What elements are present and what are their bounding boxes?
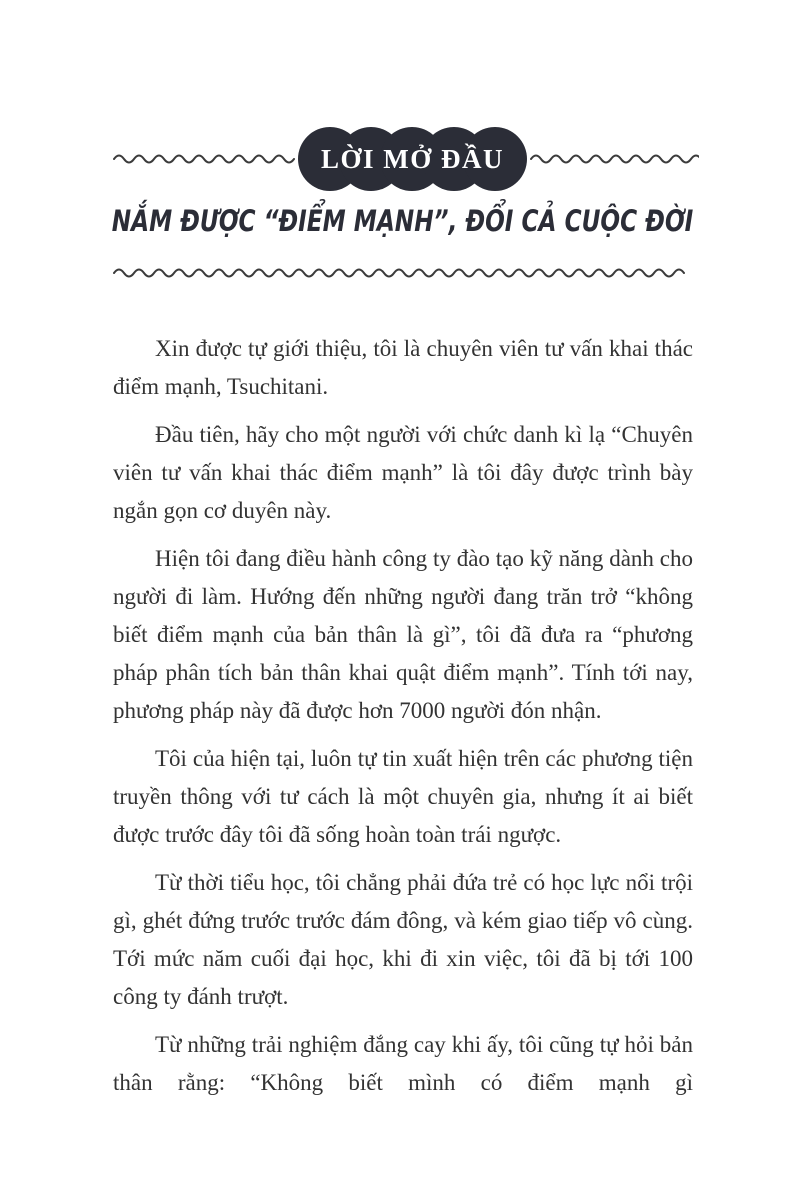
section-subtitle: NẮM ĐƯỢC “ĐIỂM MẠNH”, ĐỔI CẢ CUỘC ĐỜI bbox=[111, 204, 694, 238]
paragraph: Từ thời tiểu học, tôi chẳng phải đứa trẻ có học lực nổi trội gì, ghét đứng trước trước đám đông, và kém giao tiếp vô cùng. Tới mức năm cuối đại học, khi đi xin việc, tôi đã bị tới 100 công ty đánh trượt. bbox=[113, 870, 693, 1009]
chapter-header bbox=[112, 126, 692, 192]
wavy-divider-right-icon bbox=[529, 152, 699, 166]
page-body bbox=[113, 330, 693, 1112]
paragraph: Hiện tôi đang điều hành công ty đào tạo kỹ năng dành cho người đi làm. Hướng đến những người đang trăn trở “không biết điểm mạnh của bản thân là gì”, tôi đã đưa ra “phương pháp phân tích bản thân khai quật điểm mạnh”. Tính tới nay, phương pháp này đã được hơn 7000 người đón nhận. bbox=[113, 546, 693, 723]
chapter-badge bbox=[298, 127, 527, 191]
paragraph: Xin được tự giới thiệu, tôi là chuyên viên tư vấn khai thác điểm mạnh, Tsuchitani. bbox=[113, 336, 693, 399]
wavy-divider-full-icon bbox=[112, 266, 692, 280]
paragraph: Từ những trải nghiệm đắng cay khi ấy, tôi cũng tự hỏi bản thân rằng: “Không biết mình có điểm mạnh gì bbox=[113, 1032, 693, 1095]
paragraph: Tôi của hiện tại, luôn tự tin xuất hiện trên các phương tiện truyền thông với tư cách là một chuyên gia, nhưng ít ai biết được trước đây tôi đã sống hoàn toàn trái ngược. bbox=[113, 746, 693, 847]
chapter-title: LỜI MỞ ĐẦU bbox=[321, 143, 504, 174]
paragraph: Đầu tiên, hãy cho một người với chức danh kì lạ “Chuyên viên tư vấn khai thác điểm mạnh” là tôi đây được trình bày ngắn gọn cơ duyên này. bbox=[113, 422, 693, 523]
wavy-divider-left-icon bbox=[112, 152, 296, 166]
